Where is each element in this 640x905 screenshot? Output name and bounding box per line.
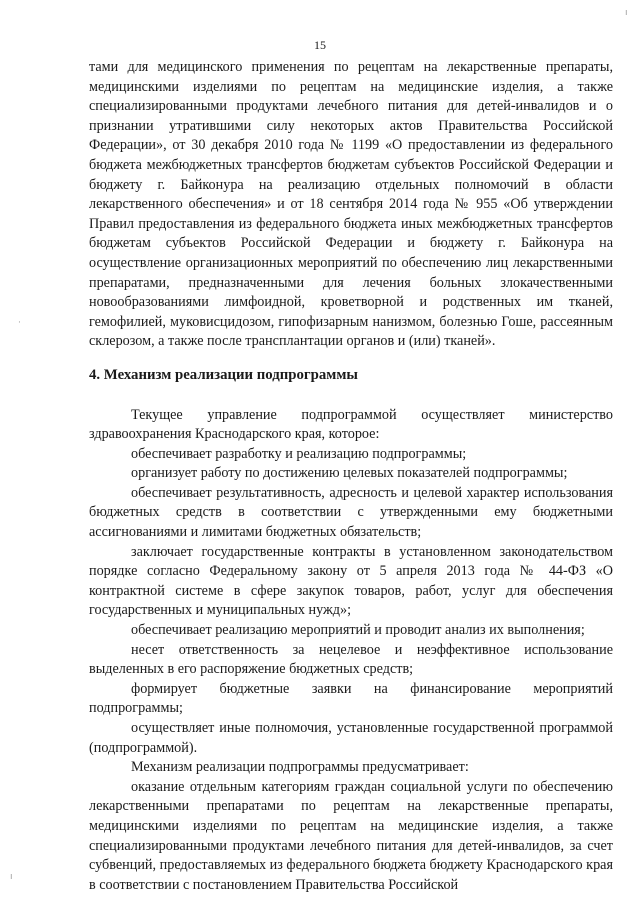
list-item: заключает государственные контракты в установленном законодательством порядке согласно Федеральному закону от 5 апреля 2013 года № 44-ФЗ «О контрактной системе в сфере закупок товаров, работ, услуг для обеспечения государственных и муниципальных нужд»; [89,543,613,619]
list-item: оказание отдельным категориям граждан социальной услуги по обеспечению лекарственными препаратами по рецептам на лекарственные препараты, медицинскими изделиями по рецептам на медицинские изделия, а также специализированными продуктами лечебного питания для детей-инвалидов, за счет субвенций, предоставляемых из федерального бюджета бюджету Краснодарского края в соответствии с постановлением Правительства Российской [89,778,613,893]
margin-mark: ı [10,872,13,882]
list-item: организует работу по достижению целевых показателей подпрограммы; [131,465,568,482]
list-item: формирует бюджетные заявки на финансирование мероприятий подпрограммы; [89,680,613,717]
list-item: обеспечивает реализацию мероприятий и проводит анализ их выполнения; [131,622,585,639]
list-item: несет ответственность за нецелевое и неэффективное использование выделенных в его распоряжение бюджетных средств; [89,641,613,678]
paragraph: Механизм реализации подпрограммы предусматривает: [131,759,469,776]
section-heading: 4. Механизм реализации подпрограммы [89,366,358,383]
margin-mark: · [18,318,21,328]
list-item: обеспечивает разработку и реализацию подпрограммы; [131,445,467,462]
paragraph: тами для медицинского применения по рецептам на лекарственные препараты, медицинскими изделиями по рецептам на медицинские изделия, а также специализированными продуктами лечебного питания для детей-инвалидов и о признании утратившими силу некоторых актов Правительства Российской Федерации», от 30 декабря 2010 года № 1199 «О предоставлении из федерального бюджета межбюджетных трансфертов бюджетам субъектов Российской Федерации и бюджету г. Байконура на реализацию отдельных полномочий в области лекарственного обеспечения» и от 18 сентября 2014 года № 955 «Об утверждении Правил предоставления из федерального бюджета иных межбюджетных трансфертов бюджетам субъектов Российской Федерации и бюджету г. Байконура на осуществление организационных мероприятий по обеспечению лиц лекарственными препаратами, предназначенными для лечения больных злокачественными новообразованиями лимфоидной, кроветворной и родственных им тканей, гемофилией, муковисцидозом, гипофизарным нанизмом, болезнью Гоше, рассеянным склерозом, а также после трансплантации органов и (или) тканей». [89,59,613,350]
document-body [89,58,613,895]
paragraph: Текущее управление подпрограммой осуществляет министерство здравоохранения Краснодарского края, которое: [89,406,613,443]
list-item: обеспечивает результативность, адресность и целевой характер использования бюджетных средств в соответствии с утвержденными ему бюджетными ассигнованиями и лимитами бюджетных обязательств; [89,484,613,541]
margin-mark: ı [625,8,628,18]
page-number: 15 [314,38,326,52]
list-item: осуществляет иные полномочия, установленные государственной программой (подпрограммой). [89,720,613,756]
